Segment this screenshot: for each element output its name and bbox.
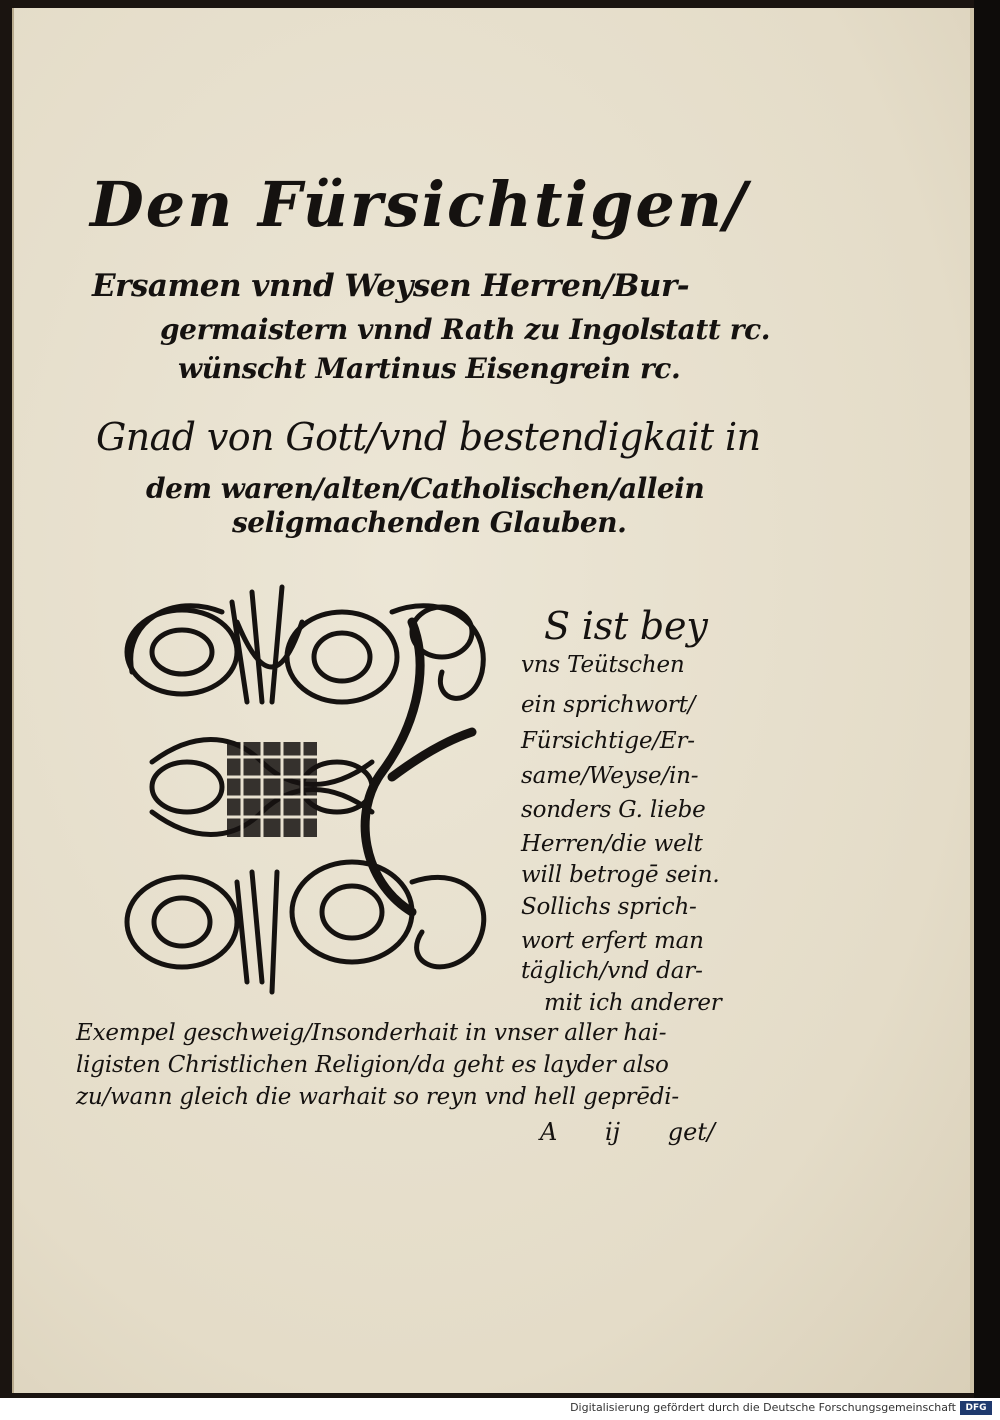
footer-bar [0,1398,1000,1420]
body-line-9: Sollichs sprich- [521,894,697,920]
signature-mark: A ij [540,1118,621,1146]
greeting-line-2: dem waren/alten/Catholischen/allein [146,472,705,505]
page-gutter [12,8,14,1393]
body-line-13: Exempel geschweig/Insonderhait in vnser aller hai- [76,1020,667,1046]
body-line-15: zu/wann gleich die warhait so reyn vnd hell geprēdi- [76,1084,679,1110]
body-line-8: will betrogē sein. [521,862,720,888]
body-line-6: sonders G. liebe [521,797,706,823]
body-line-12: mit ich anderer [544,990,722,1016]
body-line-3: ein sprichwort/ [521,692,696,718]
body-line-10: wort erfert man [521,928,704,954]
footer-credit: Digitalisierung gefördert durch die Deutsche Forschungsgemeinschaft [570,1401,956,1414]
scan-border [974,0,1000,1398]
signature-and-catchword [540,1118,715,1146]
heading-line-1: Den Fürsichtigen/ [90,168,749,241]
heading-line-4: wünscht Martinus Eisengrein rc. [178,352,681,385]
body-line-5: same/Weyse/in- [521,763,699,789]
body-line-2: vns Teütschen [521,652,685,678]
heading-line-3: germaistern vnnd Rath zu Ingolstatt rc. [160,313,771,346]
greeting-line-3: seligmachenden Glauben. [232,506,627,539]
body-line-1: S ist bey [544,604,708,648]
heading-line-2: Ersamen vnnd Weysen Herren/Bur- [92,268,690,304]
body-line-14: ligisten Christlichen Religion/da geht es layder also [76,1052,669,1078]
body-line-7: Herren/die welt [521,831,703,857]
body-line-4: Fürsichtige/Er- [521,728,695,754]
greeting-line-1: Gnad von Gott/vnd bestendigkait in [96,415,761,459]
decorated-initial-ornament [112,582,522,1000]
catchword: get/ [667,1118,716,1146]
dfg-logo: DFG [960,1401,992,1415]
body-line-11: täglich/vnd dar- [521,958,703,984]
decorated-initial [112,582,522,1000]
